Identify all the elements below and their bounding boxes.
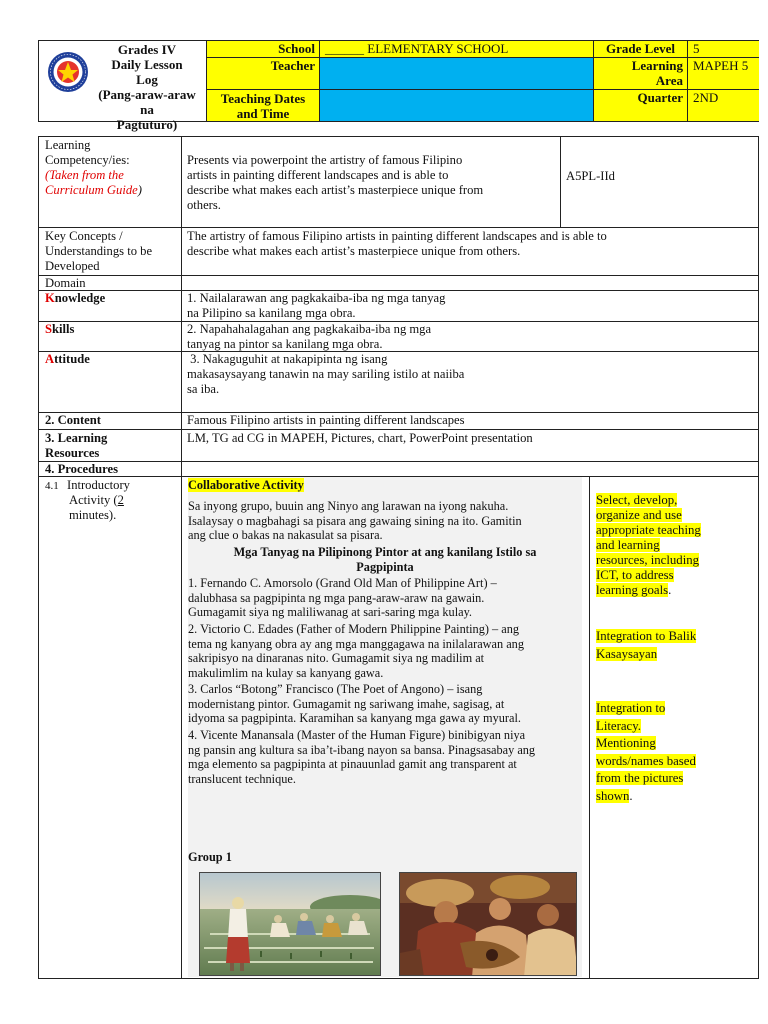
content-label — [45, 413, 101, 428]
note-line: shown — [596, 788, 630, 803]
school-value: ______ ELEMENTARY SCHOOL — [325, 41, 509, 56]
skills-initial: S — [45, 322, 53, 336]
literacy-note — [596, 700, 756, 806]
title-line: Daily Lesson — [111, 57, 183, 72]
note-line: Select, develop, — [596, 493, 678, 507]
content-value: Famous Filipino artists in painting different landscapes — [187, 413, 465, 427]
quarter-field[interactable] — [688, 90, 759, 121]
competency-text — [187, 153, 559, 213]
text-line: ang clue o bakas na nakasulat sa pisara. — [188, 528, 383, 542]
note-line: ICT, to address — [596, 568, 674, 582]
label-line: Resources — [45, 446, 100, 460]
row-divider — [39, 227, 758, 228]
knowledge-label — [45, 291, 105, 306]
form-title — [91, 42, 203, 132]
text-line: Sa inyong grupo, buuin ang Ninyo ang larawan na iyong nakuha. — [188, 499, 509, 513]
key-concepts-text — [187, 229, 755, 259]
header-table — [38, 40, 759, 132]
quarter-label — [594, 90, 688, 121]
text-line: 2. Napahahalagahan ang pagkakaiba-iba ng mga — [187, 322, 432, 336]
label-line: Learning — [45, 138, 91, 152]
domain-label — [45, 276, 86, 291]
competency-label — [45, 138, 179, 198]
text-line: sa iba. — [187, 382, 220, 396]
note-line: Literacy. — [596, 718, 641, 733]
title-line: (Pang-araw-araw na — [98, 87, 196, 117]
attitude-label — [45, 352, 90, 367]
attitude-initial: A — [45, 352, 55, 366]
rice-planting-painting-image — [200, 873, 381, 976]
label-line: Competency/ies: — [45, 153, 130, 167]
grade-level-label-text: Grade Level — [606, 41, 675, 56]
text-line: na Pilipino sa kanilang mga obra. — [187, 306, 356, 320]
text-line: modernistang pintor. Gumagamit ng sariwang imahe, sagisag, at — [188, 696, 505, 711]
text-line: describe what makes each artist’s masterpiece unique from others. — [187, 244, 521, 258]
domain-label-text: Domain — [45, 276, 86, 290]
text-line: tema ng kanyang obra ay ang mga manggagawa na inilalarawan ang — [188, 636, 524, 651]
curriculum-guide-text: Curriculum Guide — [45, 183, 138, 197]
skills-text — [187, 322, 557, 352]
text-line: 1. Fernando C. Amorsolo (Grand Old Man of Philippine Art) – — [188, 576, 497, 590]
dates-label-line: and Time — [236, 106, 290, 121]
note-line: and learning — [596, 538, 660, 552]
text-line: tanyag na pintor sa kanilang mga obra. — [187, 337, 383, 351]
label-line: (Taken from the — [45, 168, 124, 182]
key-concepts-label — [45, 229, 179, 274]
note-line: Integration to — [596, 629, 666, 643]
note-line: words/names based — [596, 753, 696, 768]
row-divider — [39, 275, 758, 276]
learning-area-label-line: Area — [655, 73, 683, 88]
text-line: sakripisyo na dinaranas nito. Gumagamit siya ng madilim at — [188, 651, 485, 665]
resources-label — [45, 431, 107, 461]
text-line: 3. Carlos “Botong” Francisco (The Poet of Angono) – isang — [188, 682, 483, 696]
learning-area-value: MAPEH 5 — [693, 58, 749, 73]
column-divider — [560, 137, 561, 227]
note-line: Balik — [665, 629, 697, 643]
text-line: describe what makes each artist’s masterpiece unique from — [187, 183, 484, 197]
text-line: translucent technique. — [188, 771, 296, 786]
note-line: learning goals — [596, 583, 669, 597]
label-line: Introductory — [67, 478, 130, 492]
quarter-value: 2ND — [693, 90, 719, 105]
content-text — [187, 413, 465, 428]
text-line: 2. Victorio C. Edades (Father of Modern Philippine Painting) – ang — [188, 622, 520, 636]
note-line: Kasaysayan — [596, 647, 658, 661]
text-line: makasaysayang tanawin na may sariling istilo at naiiba — [187, 367, 465, 381]
knowledge-initial: K — [45, 291, 55, 305]
group-label-text: Group 1 — [188, 850, 232, 864]
text-line: ng pansin ang kultura sa iba’t-ibang nayon sa bansa. Pinagsasabay ang — [188, 742, 536, 757]
text-line: makulimlim na kulay sa kanyang gawa. — [188, 665, 384, 680]
school-field[interactable] — [320, 41, 594, 58]
row-divider — [39, 461, 758, 462]
painter-francisco — [188, 682, 580, 726]
competency-code — [566, 169, 615, 184]
row-divider — [39, 429, 758, 430]
learning-area-label — [594, 58, 688, 90]
minutes-value: 2 — [117, 493, 124, 507]
balik-kasaysayan-note — [596, 627, 756, 663]
text-line: Isalaysay o magbahagi sa pisara ang gawaing sining na ito. Gamitin — [188, 513, 522, 528]
grade-level-value: 5 — [693, 41, 700, 56]
label-line: ) — [137, 183, 142, 197]
text-line: Mga Tanyag na Pilipinong Pintor at ang kanilang Istilo sa — [233, 545, 537, 559]
competency-code-text: A5PL-IId — [566, 169, 615, 183]
painter-amorsolo — [188, 576, 580, 620]
skills-label — [45, 322, 74, 337]
learning-area-field[interactable] — [688, 58, 759, 90]
procedures-label-text: 4. Procedures — [45, 462, 118, 476]
label-line: minutes). — [69, 508, 117, 522]
text-line: Pagpipinta — [356, 559, 414, 574]
school-label — [207, 41, 320, 58]
note-line: Mentioning — [596, 736, 656, 751]
school-label-text: School — [278, 41, 315, 56]
resources-value: LM, TG ad CG in MAPEH, Pictures, chart, PowerPoint presentation — [187, 431, 533, 445]
resources-text — [187, 431, 533, 446]
note-line: . — [629, 788, 633, 803]
deped-seal-icon — [47, 51, 89, 93]
text-line: mga elemento sa pagpipinta at pinauunlad gamit ang transparent at — [188, 757, 517, 771]
quarter-label-text: Quarter — [637, 90, 683, 105]
attitude-label-text: ttitude — [54, 352, 90, 366]
label-line: Developed — [45, 259, 100, 273]
procedures-label — [45, 462, 118, 477]
text-line: dalubhasa sa pagpipinta ng mga pang-araw-araw na gawain. — [188, 590, 485, 605]
column-divider — [181, 137, 182, 978]
teacher-label — [207, 58, 320, 90]
note-line: Integration to — [596, 701, 666, 715]
knowledge-text — [187, 291, 557, 321]
grade-level-label — [594, 41, 688, 58]
learning-area-label-line: Learning — [631, 58, 683, 73]
attitude-text — [187, 352, 557, 397]
text-line: Presents via powerpoint the artistry of famous Filipino — [187, 153, 463, 167]
resource-note — [596, 493, 756, 598]
dates-field[interactable] — [320, 90, 594, 121]
label-line: Understandings to be — [45, 244, 153, 258]
text-line: 3. Nakaguguhit at nakapipinta ng isang — [187, 352, 388, 366]
intro-activity-label — [67, 478, 179, 523]
note-line: organize and use — [596, 508, 682, 522]
painter-edades — [188, 622, 580, 680]
teacher-field[interactable] — [320, 58, 594, 90]
activity-instructions — [188, 499, 580, 543]
label-line: Key Concepts / — [45, 229, 123, 243]
title-cell — [39, 41, 207, 132]
title-line: Log — [136, 72, 158, 87]
text-line: 4. Vicente Manansala (Master of the Human Figure) binibigyan niya — [188, 728, 526, 742]
note-line: resources, including — [596, 553, 700, 567]
teacher-label-text: Teacher — [270, 58, 315, 73]
text-line: Gumagamit siya ng maliliwanag at sari-saring mga kulay. — [188, 605, 473, 619]
text-line: artists in painting different landscapes and is able to — [187, 168, 449, 182]
group-label — [188, 850, 232, 865]
grade-level-field[interactable] — [688, 41, 759, 58]
manansala-painting — [399, 872, 577, 976]
skills-label-text: kills — [52, 322, 75, 336]
note-line: appropriate teaching — [596, 523, 701, 537]
text-line: idyoma sa pagpipinta. Karamihan sa kanyang mga gawa ay myural. — [188, 711, 521, 725]
label-line: Activity ( — [69, 493, 118, 507]
dates-label — [207, 90, 320, 121]
note-line: from the pictures — [596, 771, 684, 786]
intro-number — [45, 479, 59, 494]
painters-heading — [188, 545, 582, 574]
amorsolo-painting — [199, 872, 381, 976]
collaborative-activity-box — [188, 477, 582, 977]
content-label-text: 2. Content — [45, 413, 101, 427]
dates-label-line: Teaching Dates — [220, 91, 306, 106]
activity-title — [188, 478, 304, 493]
text-line: The artistry of famous Filipino artists in painting different landscapes and is able to — [187, 229, 607, 243]
figures-painting-image — [400, 873, 577, 976]
activity-title-text: Collaborative Activity — [188, 478, 304, 492]
painter-manansala — [188, 728, 580, 786]
text-line: others. — [187, 198, 221, 212]
title-line: Pagtuturo) — [116, 117, 178, 132]
label-line: 3. Learning — [45, 431, 108, 445]
text-line: 1. Nailalarawan ang pagkakaiba-iba ng mga tanyag — [187, 291, 446, 305]
title-line: Grades IV — [117, 42, 177, 57]
lesson-table — [38, 136, 759, 979]
intro-number-text: 4.1 — [45, 480, 59, 492]
knowledge-label-text: nowledge — [54, 291, 106, 305]
note-line: . — [668, 583, 672, 597]
column-divider — [589, 477, 590, 978]
